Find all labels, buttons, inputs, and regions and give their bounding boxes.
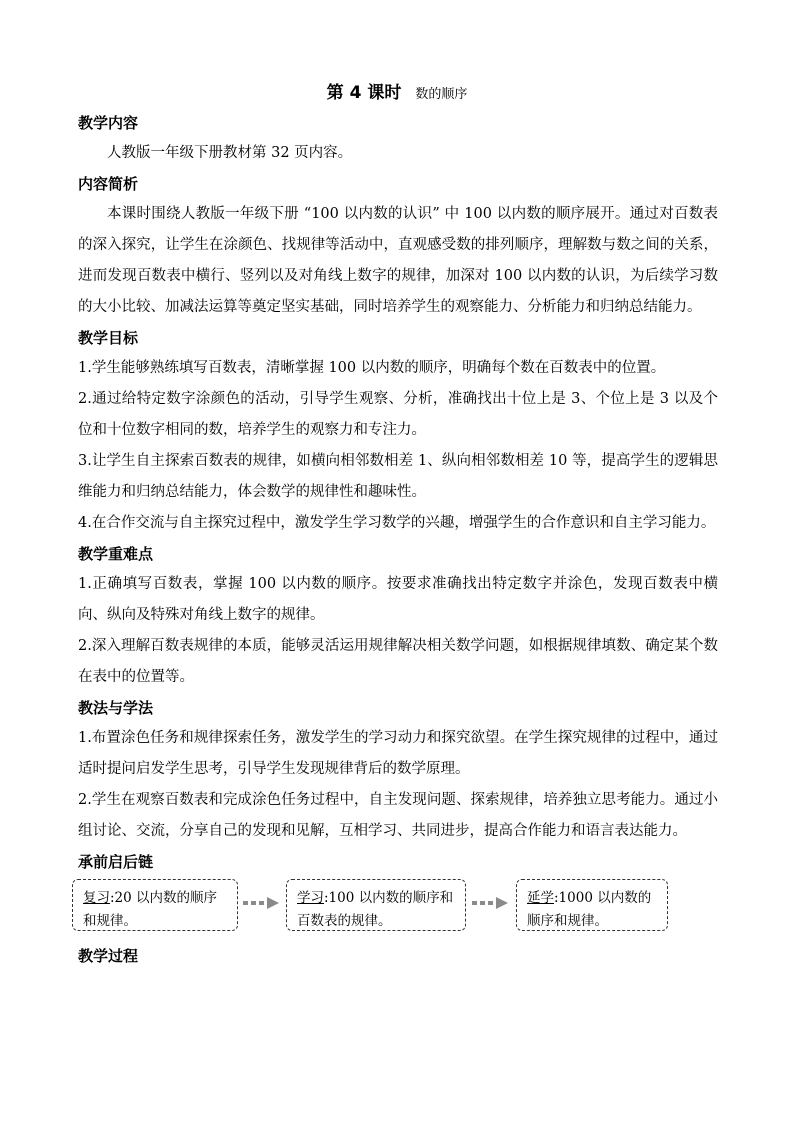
- key-point-item: 2.深入理解百数表规律的本质，能够灵活运用规律解决相关数学问题，如根据规律填数、确定某个数在表中的位置等。: [78, 638, 718, 685]
- learning-chain: [78, 879, 718, 941]
- arrow-right-icon: [242, 895, 280, 911]
- chain-box-text: :100 以内数的顺序和百数表的规律。: [297, 890, 454, 929]
- chain-box-label: 延学: [527, 890, 554, 906]
- chain-box-learn: [286, 879, 466, 931]
- chain-box-text: :20 以内数的顺序和规律。: [83, 890, 218, 929]
- chain-box-label: 学习: [297, 890, 324, 906]
- key-point-item: 1.正确填写百数表，掌握 100 以内数的顺序。按要求准确找出特定数字并涂色，发现百数表中横向、纵向及特殊对角线上数字的规律。: [78, 576, 718, 623]
- goal-item: 1.学生能够熟练填写百数表，清晰掌握 100 以内数的顺序，明确每个数在百数表中的位置。: [78, 360, 666, 376]
- summary-heading: 内容简析: [78, 175, 139, 193]
- content-heading: 教学内容: [78, 114, 139, 132]
- content-text: 人教版一年级下册教材第 32 页内容。: [107, 145, 353, 161]
- method-item: 1.布置涂色任务和规律探索任务，激发学生的学习动力和探究欲望。在学生探究规律的过程中，通过适时提问启发学生思考，引导学生发现规律背后的数学原理。: [78, 730, 718, 777]
- lesson-content: [78, 108, 718, 971]
- summary-text: 本课时围绕人教版一年级下册 “100 以内数的认识” 中 100 以内数的顺序展开。通过对百数表的深入探究，让学生在涂颜色、找规律等活动中，直观感受数的排列顺序，理解数与数之间的关系，进而发现百数表中横行、竖列以及对角线上数字的规律，加深对 100 以内数的认识，为后续学习数的大小比较、加减法运算等奠定坚实基础，同时培养学生的观察能力、分析能力和归纳总结能力。: [78, 206, 718, 315]
- lesson-title: [0, 78, 794, 103]
- arrow-right-icon: [471, 895, 509, 911]
- method-item: 2.学生在观察百数表和完成涂色任务过程中，自主发现问题、探索规律，培养独立思考能力。通过小组讨论、交流，分享自己的发现和见解，互相学习、共同进步，提高合作能力和语言表达能力。: [78, 792, 718, 839]
- goal-item: 3.让学生自主探索百数表的规律，如横向相邻数相差 1、纵向相邻数相差 10 等，提高学生的逻辑思维能力和归纳总结能力，体会数学的规律性和趣味性。: [78, 453, 718, 500]
- lesson-topic: 数的顺序: [415, 87, 468, 102]
- chain-box-extend: [516, 879, 668, 931]
- goals-heading: 教学目标: [78, 329, 139, 347]
- lesson-number: 第 4 课时: [326, 83, 402, 103]
- process-heading: 教学过程: [78, 947, 139, 965]
- methods-heading: 教法与学法: [78, 699, 154, 717]
- chain-heading: 承前启后链: [78, 853, 154, 871]
- chain-box-text: :1000 以内数的顺序和规律。: [527, 890, 652, 929]
- chain-box-review: [72, 879, 238, 931]
- key-points-heading: 教学重难点: [78, 545, 154, 563]
- chain-box-label: 复习: [83, 890, 110, 906]
- goal-item: 4.在合作交流与自主探究过程中，激发学生学习数学的兴趣，增强学生的合作意识和自主学习能力。: [78, 515, 716, 531]
- goal-item: 2.通过给特定数字涂颜色的活动，引导学生观察、分析，准确找出十位上是 3、个位上是 3 以及个位和十位数字相同的数，培养学生的观察力和专注力。: [78, 391, 718, 438]
